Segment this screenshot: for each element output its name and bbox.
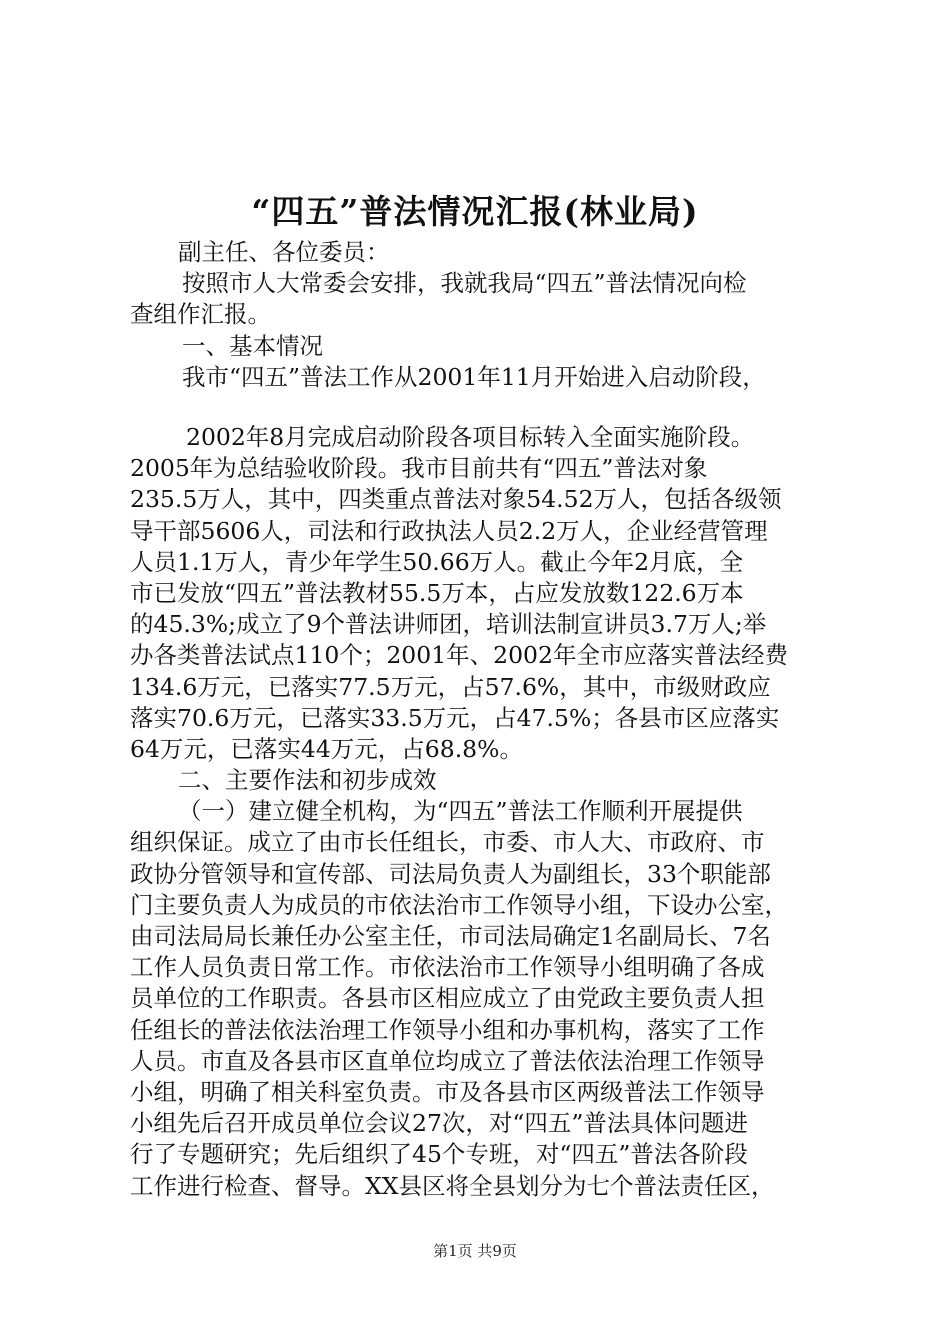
body-block-upper: [130, 237, 830, 393]
para2-line: 的45.3%;成立了9个普法讲师团，培训法制宣讲员3.7万人;举: [130, 610, 767, 639]
para3-line: 政协分管领导和宣传部、司法局负责人为副组长，33个职能部: [130, 859, 771, 888]
para2-line: 235.5万人，其中，四类重点普法对象54.52万人，包括各级领: [130, 485, 782, 514]
para2-line: 人员1.1万人，青少年学生50.66万人。截止今年2月底，全: [130, 547, 744, 576]
para2-line: 64万元，已落实44万元，占68.8%。: [130, 734, 523, 763]
para3-line: （一）建立健全机构，为“四五”普法工作顺利开展提供: [178, 797, 743, 826]
para3-line: 工作人员负责日常工作。市依法治市工作领导小组明确了各成: [130, 953, 765, 982]
body-block-lower: [130, 422, 830, 1202]
para2-line: 市已发放“四五”普法教材55.5万本，占应发放数122.6万本: [130, 578, 744, 607]
page-footer: 第1页 共9页: [433, 1242, 517, 1260]
para3-line: 小组，明确了相关科室负责。市及各县市区两级普法工作领导: [130, 1077, 765, 1106]
para3-line: 人员。市直及各县市区直单位均成立了普法依法治理工作领导: [130, 1046, 765, 1075]
section-heading-basic: 一、基本情况: [182, 331, 323, 360]
intro-line-1: 按照市人大常委会安排，我就我局“四五”普法情况向检: [182, 269, 747, 298]
para2-line: 落实70.6万元，已落实33.5万元，占47.5%；各县市区应落实: [130, 703, 780, 732]
para3-line: 员单位的工作职责。各县市区相应成立了由党政主要负责人担: [130, 984, 765, 1013]
para2-line: 2002年8月完成启动阶段各项目标转入全面实施阶段。: [186, 423, 755, 451]
para2-line: 导干部5606人，司法和行政执法人员2.2万人，企业经营管理: [130, 516, 768, 545]
para3-line: 小组先后召开成员单位会议27次，对“四五”普法具体问题进: [130, 1109, 748, 1138]
intro-line-2: 查组作汇报。: [130, 300, 271, 329]
section-heading-main-practices: 二、主要作法和初步成效: [178, 766, 437, 795]
para3-line: 行了专题研究；先后组织了45个专班，对“四五”普法各阶段: [130, 1140, 748, 1169]
para3-line: 门主要负责人为成员的市依法治市工作领导小组，下设办公室，: [130, 890, 788, 919]
para2-line: 2005年为总结验收阶段。我市目前共有“四五”普法对象: [130, 454, 708, 483]
salutation: 副主任、各位委员：: [178, 238, 390, 266]
para2-line: 134.6万元，已落实77.5万元，占57.6%，其中，市级财政应: [130, 672, 771, 701]
para3-line: 由司法局局长兼任办公室主任，市司法局确定1名副局长、7名: [130, 922, 771, 950]
para3-line: 任组长的普法依法治理工作领导小组和办事机构，落实了工作: [130, 1015, 765, 1044]
para3-line: 组织保证。成立了由市长任组长，市委、市人大、市政府、市: [130, 828, 765, 857]
para2-line: 办各类普法试点110个；2001年、2002年全市应落实普法经费: [130, 641, 788, 670]
document-title: “四五”普法情况汇报(林业局): [251, 192, 699, 231]
para3-line: 工作进行检查、督导。XX县区将全县划分为七个普法责任区，: [130, 1171, 775, 1200]
para1-line-1: 我市“四五”普法工作从2001年11月开始进入启动阶段，: [182, 362, 766, 391]
